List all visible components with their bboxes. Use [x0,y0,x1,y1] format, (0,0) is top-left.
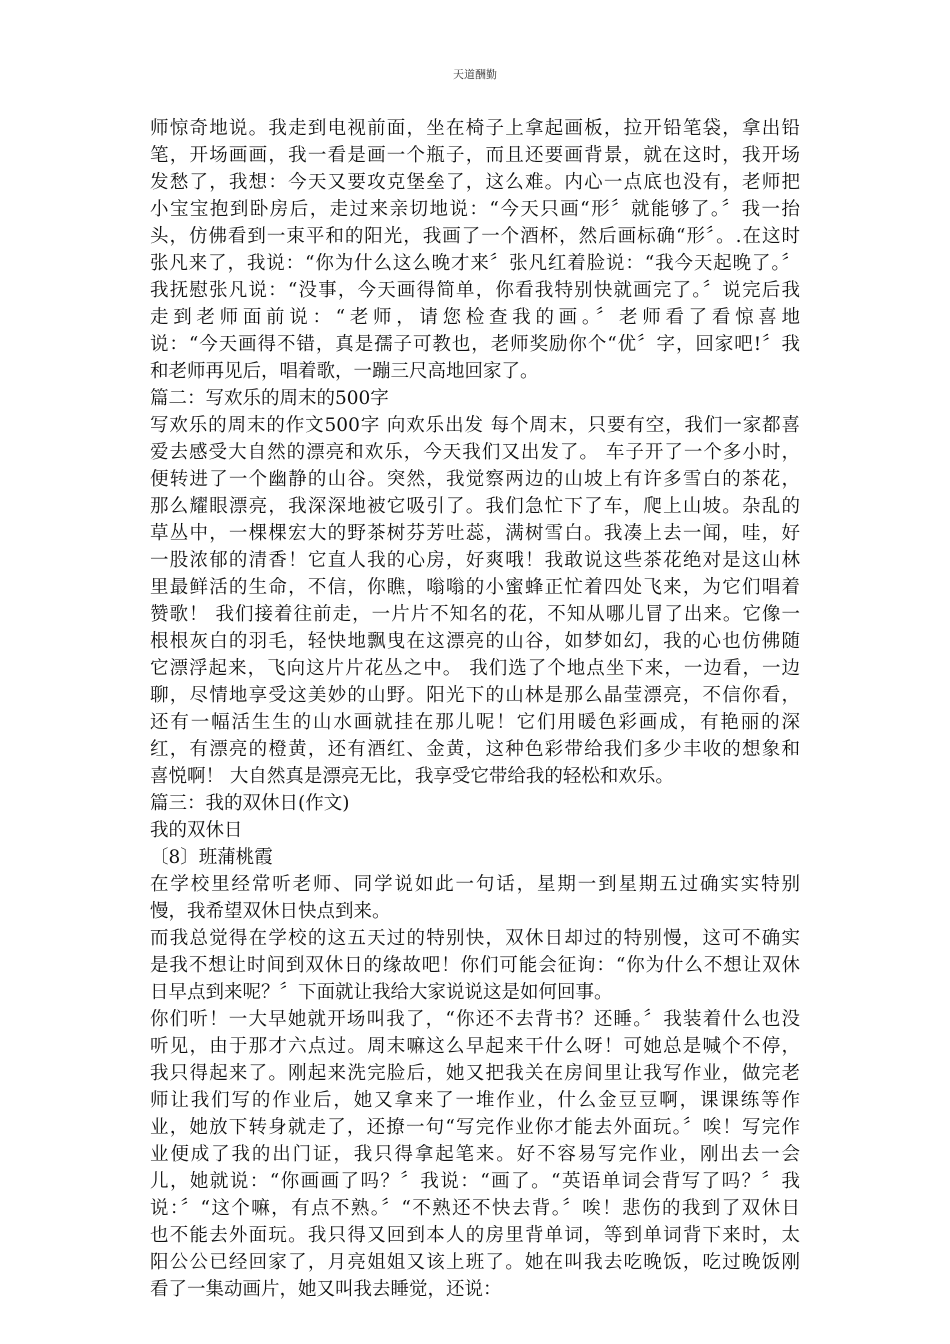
text-line: 〔8〕班蒲桃霞 [150,847,273,868]
text-line: 我抚慰张凡说：“没事，今天画得简单，你看我特别快就画完了。〞说完后我 [150,280,800,301]
text-line: 你们听！一大早她就开场叫我了，“你还不去背书？还睡。〞我装着什么也没 [150,1009,800,1030]
paragraph [150,925,800,1006]
paragraph [150,844,800,871]
text-line: 赞歌！ 我们接着往前走，一片片不知名的花，不知从哪儿冒了出来。它像一 [150,604,800,625]
text-line: 业便成了我的出门证，我只得拿起笔来。好不容易写完作业，刚出去一会 [150,1144,800,1165]
text-line: 根根灰白的羽毛，轻快地飘曳在这漂亮的山谷，如梦如幻，我的心也仿佛随 [150,631,800,652]
text-line: 小宝宝抱到卧房后，走过来亲切地说：“今天只画“形〞就能够了。〞我一抬 [150,199,800,220]
document-body [150,115,800,1303]
paragraph [150,790,800,817]
text-line: 发愁了，我想：今天又要攻克堡垒了，这么难。内心一点底也没有，老师把 [150,172,800,193]
text-line: 看了一集动画片，她又叫我去睡觉，还说： [150,1279,502,1300]
paragraph [150,412,800,790]
text-line: 草丛中，一棵棵宏大的野茶树芬芳吐蕊，满树雪白。我凑上去一闻，哇，好 [150,523,800,544]
paragraph [150,1006,800,1303]
text-line: 张凡来了，我说：“你为什么这么晚才来〞张凡红着脸说：“我今天起晚了。〞 [150,253,800,274]
text-line: 我只得起来了。刚起来洗完脸后，她又把我关在房间里让我写作业，做完老 [150,1063,800,1084]
text-line: 日早点到来呢？〞下面就让我给大家说说这是如何回事。 [150,982,613,1003]
text-line: 一股浓郁的清香！它直人我的心房，好爽哦！我敢说这些茶花绝对是这山林 [150,550,800,571]
text-line: 也不能去外面玩。我只得又回到本人的房里背单词，等到单词背下来时，太 [150,1225,800,1246]
text-line: 和老师再见后，唱着歌，一蹦三尺高地回家了。 [150,361,539,382]
text-line: 那么耀眼漂亮，我深深地被它吸引了。我们急忙下了车，爬上山坡。杂乱的 [150,496,800,517]
text-line: 还有一幅活生生的山水画就挂在那儿呢！它们用暖色彩画成，有艳丽的深 [150,712,800,733]
text-line: 篇三：我的双休日(作文) [150,793,350,814]
paragraph [150,817,800,844]
text-line: 喜悦啊！ 大自然真是漂亮无比，我享受它带给我的轻松和欢乐。 [150,766,674,787]
text-line: 慢，我希望双休日快点到来。 [150,901,391,922]
text-line: 红，有漂亮的橙黄，还有酒红、金黄，这种色彩带给我们多少丰收的想象和 [150,739,800,760]
text-line: 师惊奇地说。我走到电视前面，坐在椅子上拿起画板，拉开铅笔袋，拿出铅 [150,118,800,139]
text-line: 写欢乐的周末的作文500字 向欢乐出发 每个周末，只要有空，我们一家都喜 [150,415,800,436]
text-line: 爱去感受大自然的漂亮和欢乐，今天我们又出发了。 车子开了一个多小时， [150,442,800,463]
text-line: 它漂浮起来，飞向这片片花丛之中。 我们选了个地点坐下来，一边看，一边 [150,658,800,679]
page-header: 天道酬勤 [453,68,497,81]
text-line: 我的双休日 [150,820,243,841]
text-line: 业，她放下转身就走了，还撩一句“写完作业你才能去外面玩。〞唉！写完作 [150,1117,800,1138]
text-line: 头，仿佛看到一束平和的阳光，我画了一个酒杯，然后画标确“形〞。.在这时 [150,226,800,247]
paragraph [150,871,800,925]
text-line: 师让我们写的作业后，她又拿来了一堆作业，什么金豆豆啊，课课练等作 [150,1090,800,1111]
text-line: 篇二：写欢乐的周末的500字 [150,388,389,409]
text-line: 笔，开场画画，我一看是画一个瓶子，而且还要画背景，就在这时，我开场 [150,145,800,166]
text-line: 说：“今天画得不错，真是孺子可教也，老师奖励你个“优〞字，回家吧!〞我 [150,334,800,355]
paragraph [150,115,800,385]
text-line: 便转进了一个幽静的山谷。突然，我觉察两边的山坡上有许多雪白的茶花， [150,469,800,490]
paragraph [150,385,800,412]
text-line: 聊，尽情地享受这美妙的山野。阳光下的山林是那么晶莹漂亮，不信你看， [150,685,800,706]
text-line: 里最鲜活的生命，不信，你瞧，嗡嗡的小蜜蜂正忙着四处飞来，为它们唱着 [150,577,800,598]
text-line: 阳公公已经回家了，月亮姐姐又该上班了。她在叫我去吃晚饭，吃过晚饭刚 [150,1252,800,1273]
text-line: 儿，她就说：“你画画了吗？〞我说：“画了。“英语单词会背写了吗？〞我 [150,1171,800,1192]
text-line: 听见，由于那才六点过。周末嘛这么早起来干什么呀！可她总是喊个不停， [150,1036,800,1057]
text-line: 是我不想让时间到双休日的缘故吧！你们可能会征询：“你为什么不想让双休 [150,955,800,976]
text-line: 走到老师面前说：“老师，请您检查我的画。〞老师看了看惊喜地 [150,307,800,328]
text-line: 在学校里经常听老师、同学说如此一句话，星期一到星期五过确实实特别 [150,874,800,895]
text-line: 而我总觉得在学校的这五天过的特别快，双休日却过的特别慢，这可不确实 [150,928,800,949]
text-line: 说：〞“这个嘛，有点不熟。〞“不熟还不快去背。〞唉！悲伤的我到了双休日 [150,1198,800,1219]
